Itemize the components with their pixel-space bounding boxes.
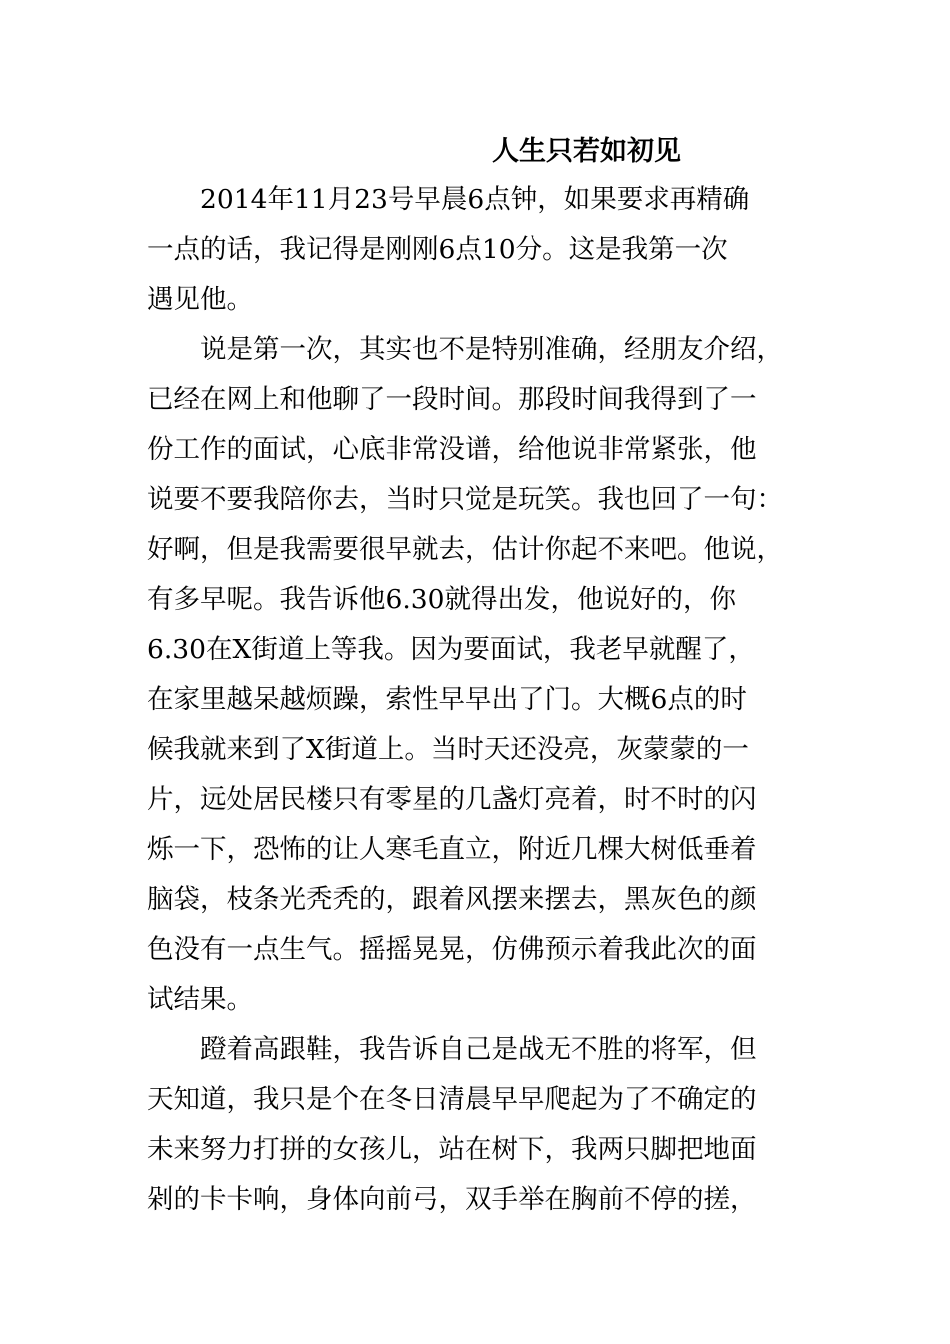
text-line: 候我就来到了X街道上。当时天还没亮，灰蒙蒙的一 <box>147 734 749 765</box>
text-line: 片，远处居民楼只有零星的几盏灯亮着，时不时的闪 <box>147 784 757 815</box>
text-line: 未来努力打拼的女孩儿，站在树下，我两只脚把地面 <box>147 1134 757 1165</box>
text-line: 一点的话，我记得是刚刚6点10分。这是我第一次 <box>147 234 728 265</box>
text-line: 脑袋，枝条光秃秃的，跟着风摆来摆去，黑灰色的颜 <box>147 884 757 915</box>
text-line: 在家里越呆越烦躁，索性早早出了门。大概6点的时 <box>147 684 747 715</box>
text-line: 份工作的面试，心底非常没谱，给他说非常紧张，他 <box>147 434 757 465</box>
text-line: 说是第一次，其实也不是特别准确，经朋友介绍， <box>200 334 783 365</box>
text-line: 蹬着高跟鞋，我告诉自己是战无不胜的将军，但 <box>200 1034 757 1065</box>
text-line: 好啊，但是我需要很早就去，估计你起不来吧。他说， <box>147 534 783 565</box>
document-title: 人生只若如初见 <box>492 136 681 167</box>
text-line: 色没有一点生气。摇摇晃晃，仿佛预示着我此次的面 <box>147 934 757 965</box>
text-line: 2014年11月23号早晨6点钟，如果要求再精确 <box>200 184 750 215</box>
text-line: 遇见他。 <box>147 284 253 315</box>
text-line: 烁一下，恐怖的让人寒毛直立，附近几棵大树低垂着 <box>147 834 757 865</box>
text-line: 有多早呢。我告诉他6.30就得出发，他说好的，你 <box>147 584 737 615</box>
text-line: 6.30在X街道上等我。因为要面试，我老早就醒了， <box>147 634 755 665</box>
text-line: 天知道，我只是个在冬日清晨早早爬起为了不确定的 <box>147 1084 757 1115</box>
text-line: 试结果。 <box>147 984 253 1015</box>
text-line: 已经在网上和他聊了一段时间。那段时间我得到了一 <box>147 384 757 415</box>
text-line: 剁的卡卡响，身体向前弓，双手举在胸前不停的搓， <box>147 1184 757 1215</box>
text-line: 说要不要我陪你去，当时只觉是玩笑。我也回了一句： <box>147 484 783 515</box>
